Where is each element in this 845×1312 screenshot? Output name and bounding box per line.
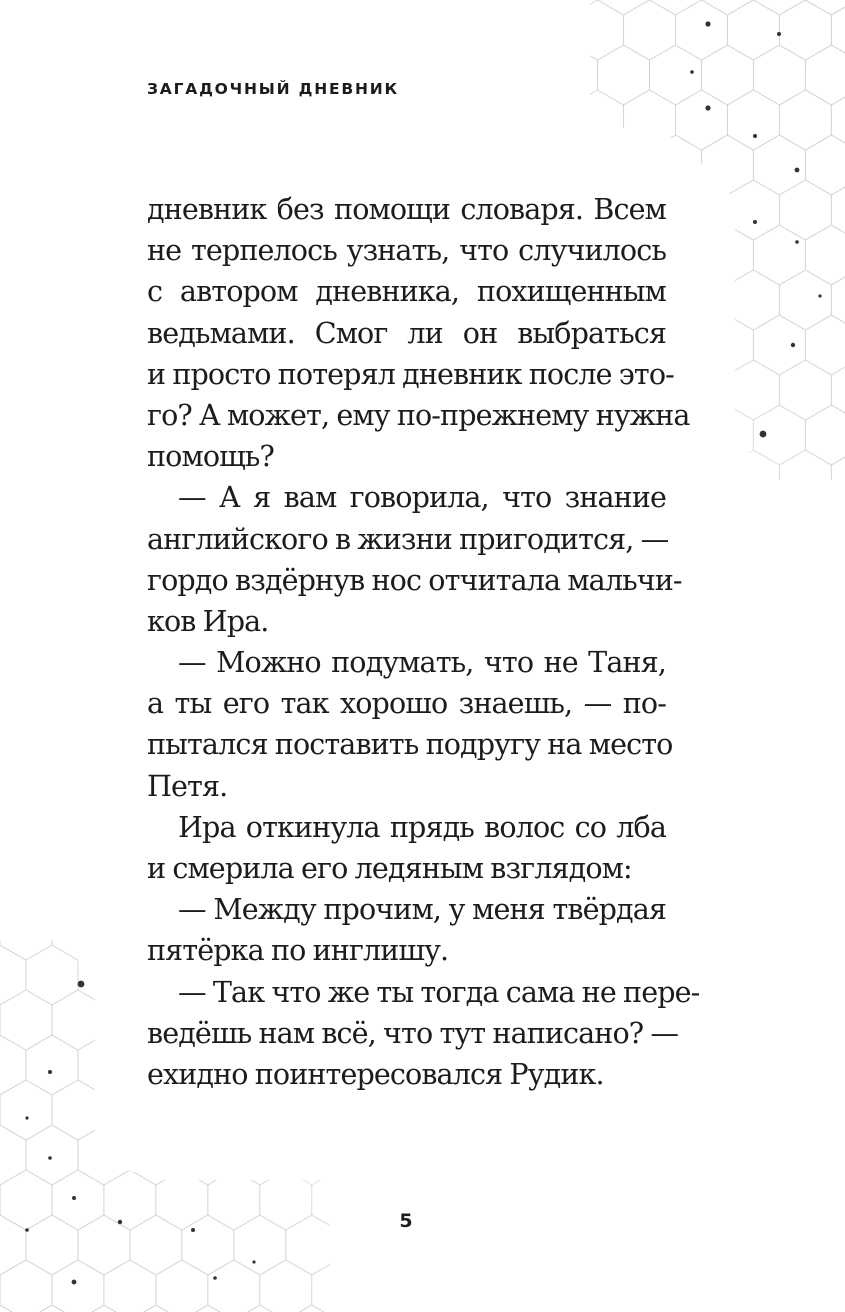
text-line: ведёшь нам всё, что тут написано? — bbox=[147, 1015, 679, 1050]
text-line: помощь? bbox=[147, 439, 274, 474]
text-line: го? А может, ему по-прежнему нужна bbox=[147, 397, 690, 432]
text-line: ков Ира. bbox=[147, 603, 269, 638]
text-line: пытался поставить подругу на место bbox=[147, 727, 673, 762]
text-line: дневник без помощи словаря. Всем bbox=[147, 192, 666, 226]
text-line: Петя. bbox=[147, 768, 228, 803]
text-line: — Между прочим, у меня твёрдая bbox=[178, 892, 666, 927]
page-number: 5 bbox=[399, 1210, 413, 1232]
text-line: Ира откинула прядь волос со лба bbox=[178, 809, 666, 844]
text-line: гордо вздёрнув нос отчитала мальчи- bbox=[147, 562, 682, 597]
text-line: ведьмами. Смог ли он выбраться bbox=[147, 315, 666, 350]
text-line: и смерила его ледяным взглядом: bbox=[147, 851, 632, 885]
body-text bbox=[147, 189, 700, 1095]
text-line: и просто потерял дневник после это- bbox=[147, 356, 674, 391]
text-line: ехидно поинтересовался Рудик. bbox=[147, 1056, 604, 1091]
text-line: — Можно подумать, что не Таня, bbox=[178, 645, 666, 680]
text-line: пятёрка по инглишу. bbox=[147, 933, 449, 968]
text-line: английского в жизни пригодится, — bbox=[147, 521, 669, 556]
text-line: — А я вам говорила, что знание bbox=[178, 480, 666, 515]
text-line: с автором дневника, похищенным bbox=[147, 274, 666, 309]
text-line: а ты его так хорошо знаешь, — по- bbox=[147, 686, 666, 721]
text-line: — Так что же ты тогда сама не пере- bbox=[178, 974, 700, 1009]
running-head-title: ЗАГАДОЧНЫЙ ДНЕВНИК bbox=[147, 80, 399, 98]
text-line: не терпелось узнать, что случилось bbox=[147, 233, 666, 268]
